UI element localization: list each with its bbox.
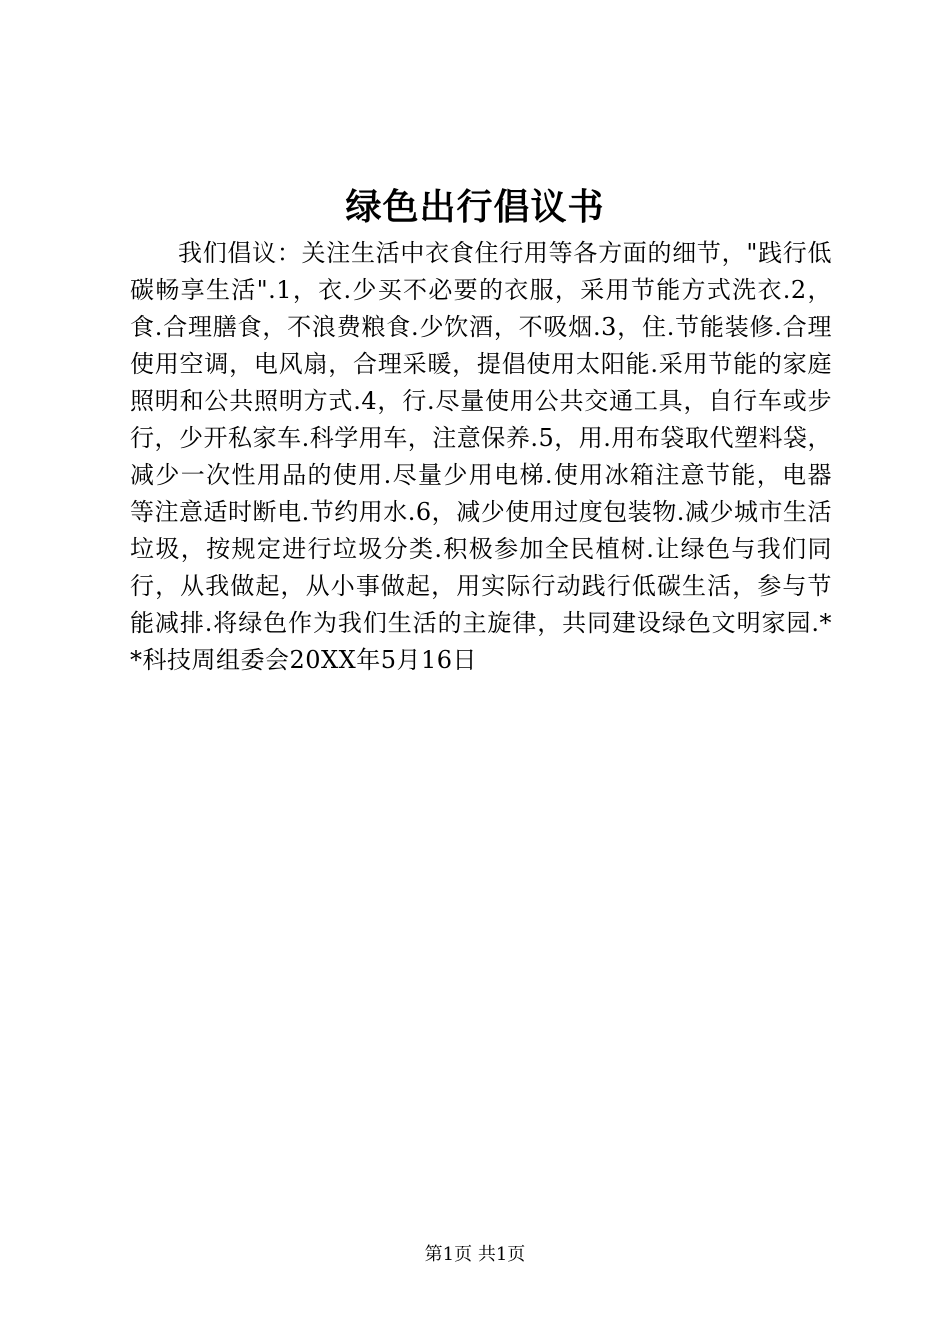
page-title: 绿色出行倡议书 xyxy=(345,186,605,228)
document-body: 我们倡议：关注生活中衣食住行用等各方面的细节，"践行低碳畅享生活".1，衣.少买不必要的衣服，采用节能方式洗衣.2，食.合理膳食，不浪费粮食.少饮酒，不吸烟.3，住.节能装修.合理使用空调，电风扇，合理采暖，提倡使用太阳能.采用节能的家庭照明和公共照明方式.4，行.尽量使用公共交通工具，自行车或步行，少开私家车.科学用车，注意保养.5，用.用布袋取代塑料袋，减少一次性用品的使用.尽量少用电梯.使用冰箱注意节能，电器等注意适时断电.节约用水.6，减少使用过度包装物.减少城市生活垃圾，按规定进行垃圾分类.积极参加全民植树.让绿色与我们同行，从我做起，从小事做起，用实际行动践行低碳生活，参与节能减排.将绿色作为我们生活的主旋律，共同建设绿色文明家园.**科技周组委会20XX年5月16日 xyxy=(130,239,832,674)
page-number: 第1页 共1页 xyxy=(424,1244,526,1265)
